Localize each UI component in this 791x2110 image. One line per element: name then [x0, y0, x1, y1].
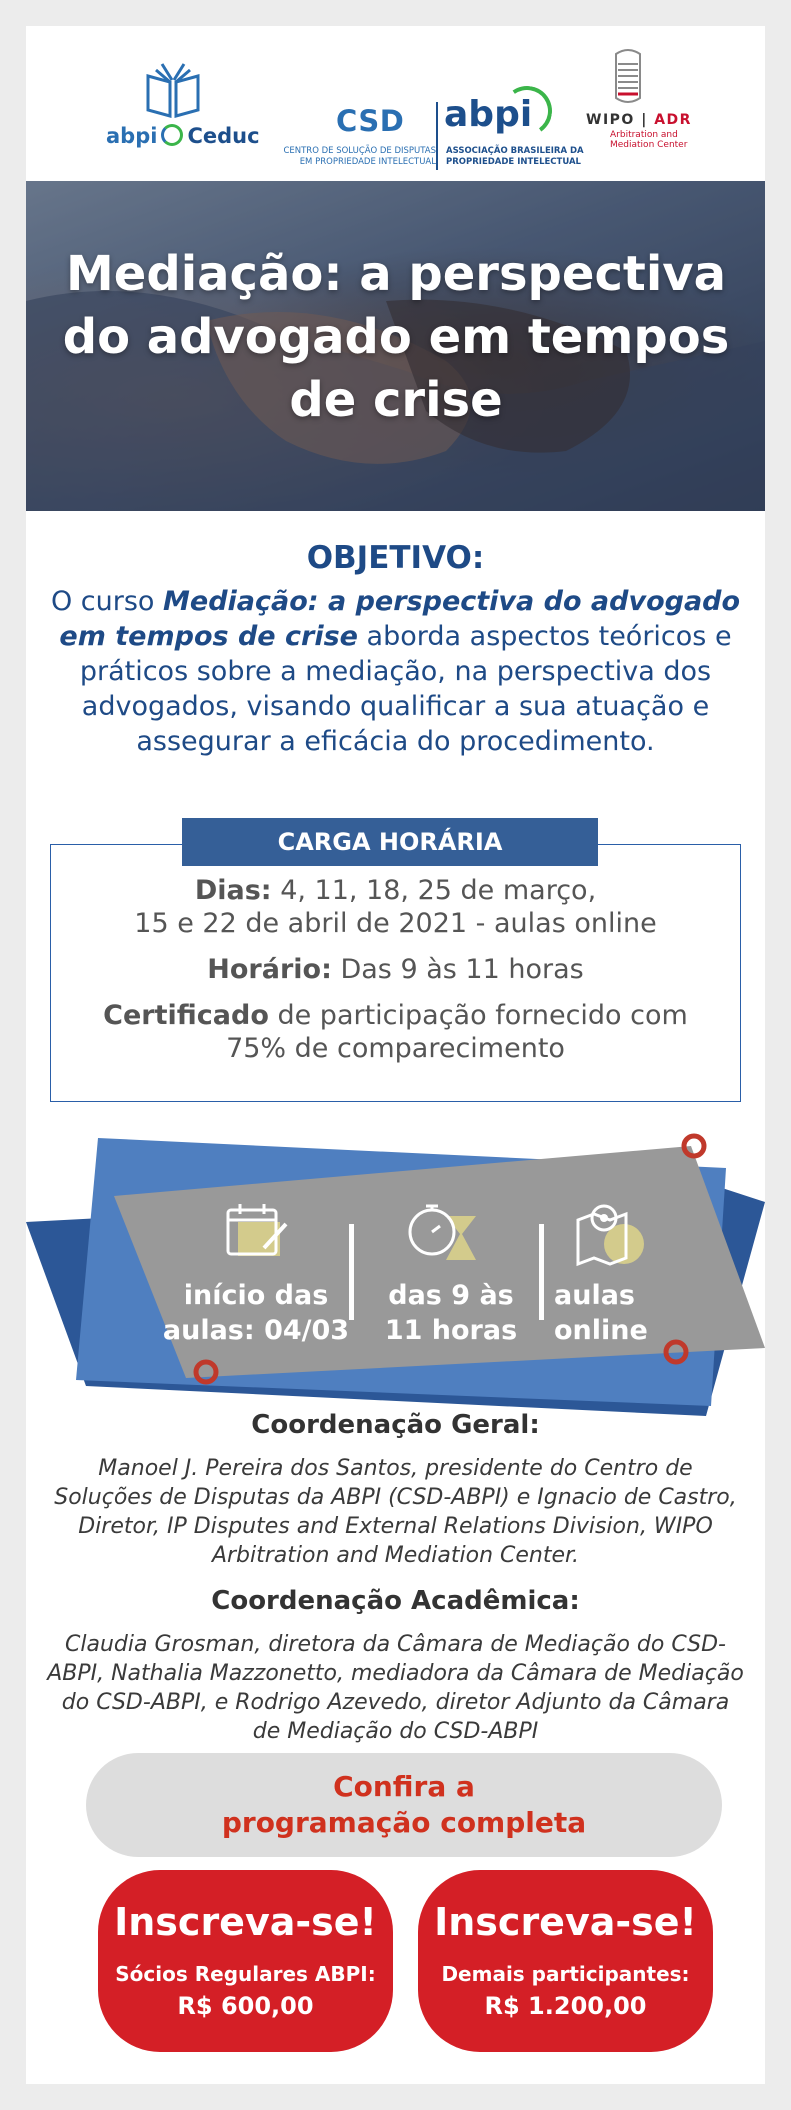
register-title: Inscreva-se! — [114, 1900, 377, 1944]
wipo-subtitle: Arbitration and Mediation Center — [610, 130, 688, 150]
online-label: aulas online — [554, 1280, 648, 1346]
ceduc-logo[interactable] — [106, 62, 260, 162]
register-members-button[interactable] — [98, 1870, 393, 2052]
stopwatch-icon — [404, 1198, 484, 1268]
academic-coordination-title: Coordenação Acadêmica: — [211, 1586, 580, 1616]
register-others-button[interactable] — [418, 1870, 713, 2052]
objective-text: O curso Mediação: a perspectiva do advogado em tempos de crise aborda aspectos teóricos e práticos sobre a mediação, na perspectiva dos advogados, visando qualificar a sua atuação e assegurar a eficácia do procedimento. — [50, 586, 741, 757]
register-audience: Sócios Regulares ABPI: — [115, 1962, 376, 1986]
days-line: Dias: 4, 11, 18, 25 de março, — [194, 875, 597, 906]
certificate-line: Certificado de participação fornecido com — [103, 1000, 688, 1031]
days-line-2: 15 e 22 de abril de 2021 - aulas online — [134, 908, 657, 939]
register-price: R$ 1.200,00 — [484, 1992, 647, 2020]
abpi-subtitle: ASSOCIAÇÃO BRASILEIRA DA PROPRIEDADE INTELECTUAL — [446, 146, 584, 167]
abpi-wordmark: abpi — [444, 94, 533, 135]
hero-banner — [26, 181, 765, 511]
divider-2 — [539, 1224, 544, 1320]
open-book-icon — [144, 62, 202, 118]
csd-wordmark: CSD — [336, 104, 405, 138]
calendar-icon — [224, 1204, 294, 1266]
wipo-logo[interactable] — [586, 46, 716, 166]
logo-divider — [436, 102, 438, 170]
course-name: Mediação: a perspectiva do advogado em tempos de crise — [59, 586, 741, 652]
general-coordination-text: Manoel J. Pereira dos Santos, presidente do Centro de Soluções de Disputas da ABPI (CSD-ABPI) e Ignacio de Castro, Diretor, IP Disputes and External Relations Division, WIPO Arbitration and Mediation Center. — [54, 1456, 737, 1568]
graphic-shapes — [26, 1116, 765, 1416]
academic-coordination-text: Claudia Grosman, diretora da Câmara de Mediação do CSD-ABPI, Nathalia Mazzonetto, mediadora da Câmara de Mediação do CSD-ABPI, e Rodrigo Azevedo, diretor Adjunto da Câmara de Mediação do CSD-ABPI — [47, 1632, 744, 1744]
objective-heading: OBJETIVO: — [306, 540, 485, 576]
time-line: Horário: Das 9 às 11 horas — [207, 954, 584, 985]
register-price: R$ 600,00 — [177, 1992, 314, 2020]
full-program-button[interactable]: Confira a programação completa — [86, 1753, 722, 1857]
wipo-emblem-icon — [608, 46, 648, 108]
schedule-banner: CARGA HORÁRIA — [182, 818, 598, 866]
csd-subtitle: CENTRO DE SOLUÇÃO DE DISPUTAS EM PROPRIEDADE INTELECTUAL — [283, 146, 436, 167]
time-label: das 9 às 11 horas — [384, 1280, 518, 1346]
ceduc-wordmark: abpi Ceduc — [106, 124, 260, 148]
email-card — [26, 26, 765, 2084]
pin-icon — [684, 1136, 704, 1156]
general-coordination-title: Coordenação Geral: — [251, 1410, 540, 1440]
register-audience: Demais participantes: — [441, 1962, 690, 1986]
logo-bar — [26, 26, 765, 181]
info-graphic — [26, 1116, 765, 1416]
csd-abpi-logo[interactable] — [276, 58, 584, 168]
hero-title: Mediação: a perspectiva do advogado em tempos de crise — [62, 246, 730, 428]
map-pin-icon — [572, 1200, 652, 1270]
wipo-wordmark: WIPO | ADR — [586, 112, 692, 128]
start-date-label: início das aulas: 04/03 — [162, 1280, 350, 1346]
register-title: Inscreva-se! — [434, 1900, 697, 1944]
certificate-line-2: 75% de comparecimento — [226, 1033, 565, 1064]
